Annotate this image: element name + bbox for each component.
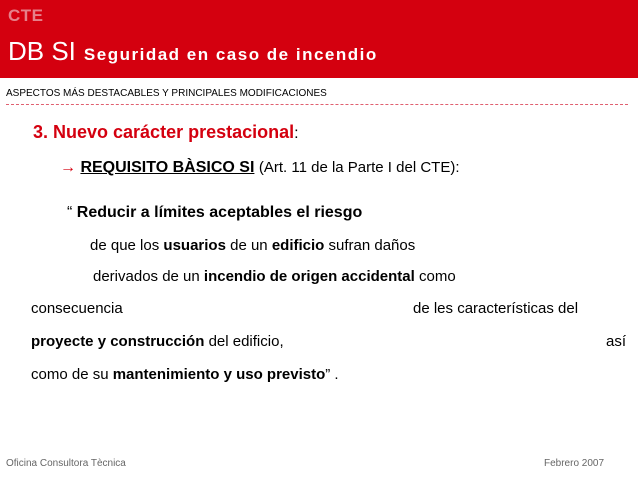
quote-line-5: proyecte y construcción del edificio,: [31, 333, 284, 350]
quote-line-2: de que los usuarios de un edificio sufran daños: [90, 237, 416, 254]
section-band: ASPECTOS MÁS DESTACABLES Y PRINCIPALES MODIFICACIONES: [6, 88, 327, 99]
keyword-design: proyecte y construcción: [31, 333, 205, 350]
keyword-maintenance: mantenimiento y uso previsto: [112, 366, 326, 383]
quote-line-1: “ Reducir a límites aceptables el riesgo: [67, 204, 363, 221]
requirement-label: REQUISITO BÀSICO SI: [80, 159, 255, 176]
keyword-building: edificio: [271, 237, 325, 254]
quote-line-6: como de su mantenimiento y uso previsto” .: [31, 366, 339, 383]
footer-date: Febrero 2007: [544, 458, 605, 469]
arrow-icon: →: [60, 159, 76, 176]
divider: [6, 104, 628, 105]
quote-line-5-end: así: [606, 333, 627, 350]
section-heading: 3. Nuevo carácter prestacional:: [33, 122, 299, 142]
quote-line-3: derivados de un incendio de origen accidental como: [93, 268, 456, 285]
requirement-line: [60, 159, 460, 177]
keyword-fire: incendio de origen accidental: [203, 268, 415, 285]
doc-code: DB SI: [8, 36, 76, 66]
header-banner: [0, 0, 638, 78]
keyword-users: usuarios: [163, 237, 226, 254]
requirement-ref: (Art. 11 de la Parte I del CTE):: [258, 159, 460, 176]
quote-line-4a: consecuencia: [31, 300, 123, 317]
doc-subtitle: Seguridad en caso de incendio: [83, 45, 378, 64]
footer-left: Oficina Consultora Tècnica: [6, 458, 126, 469]
quote-line-4b: de les características del: [413, 300, 579, 317]
header-code: CTE: [8, 6, 44, 25]
header-title: [8, 36, 378, 67]
